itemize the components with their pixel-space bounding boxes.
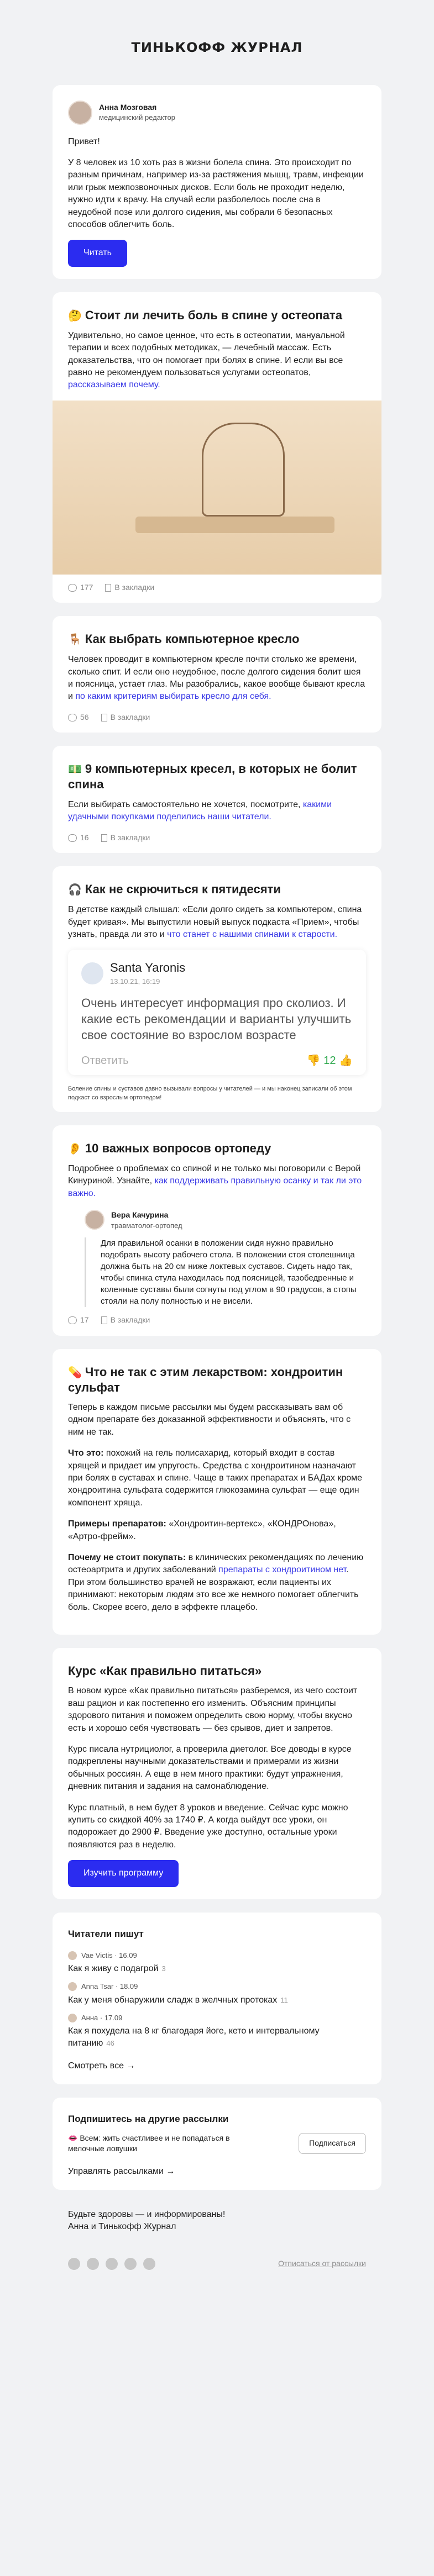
expert-role: травматолог-ортопед bbox=[111, 1221, 182, 1230]
comment-card[interactable] bbox=[68, 950, 366, 1075]
avatar bbox=[68, 101, 92, 125]
slouch-text: В детстве каждый слышал: «Если долго сидеть за компьютером, спина будет кривая». Мы выпустили новый выпуск подкаста «Прием», чтобы узнать, правда ли это и что станет с нашими спинами к старости. bbox=[68, 905, 362, 940]
subscribe-button[interactable]: Подписаться bbox=[299, 2133, 366, 2154]
bookmark-button[interactable]: В закладки bbox=[101, 833, 150, 844]
youtube-icon[interactable] bbox=[143, 2258, 155, 2270]
avatar bbox=[68, 1951, 77, 1960]
telegram-icon[interactable] bbox=[68, 2258, 80, 2270]
newsletter-item: 👄 Всем: жить счастливее и не попадаться в мелочные ловушки bbox=[68, 2133, 230, 2153]
comment-date: 13.10.21, 16:19 bbox=[110, 977, 160, 986]
manage-link[interactable]: Управлять рассылками → bbox=[68, 2166, 175, 2176]
drug-title[interactable]: 💊 Что не так с этим лекарством: хондроитин сульфат bbox=[68, 1365, 343, 1394]
chair-title[interactable]: 🪑 Как выбрать компьютерное кресло bbox=[68, 632, 300, 646]
drug-link[interactable]: препараты с хондроитином нет bbox=[218, 1565, 347, 1575]
author-role: медицинский редактор bbox=[99, 113, 176, 122]
readers-title: Читатели пишут bbox=[68, 1928, 144, 1939]
expert-name: Вера Качурина bbox=[111, 1210, 169, 1220]
course-p1: В новом курсе «Как правильно питаться» разберемся, из чего состоит ваш рацион и как постепенно его изменить. Объясним принципы здорового питания и поможем определить свою норму, чтобы вкусно есть и хорошо себя чувствовать — без срывов, диет и запретов. bbox=[68, 1686, 358, 1733]
unsubscribe-link[interactable]: Отписаться от рассылки bbox=[278, 2259, 366, 2268]
chairs9-link[interactable]: какими удачными покупками поделились наши читатели. bbox=[68, 799, 332, 822]
comment-icon bbox=[68, 1316, 77, 1324]
intro-text: У 8 человек из 10 хоть раз в жизни болела спина. Это происходит по разным причинам, например из-за растяжения мышц, травм, инфекции или грыж межпозвоночных дисков. Если боль не проходит неделю, нужно идти к врачу. На случай если разболелось после сна в неудобной позе или долгого сидения, мы собрали 6 безопасных способов облегчить боль. bbox=[68, 157, 364, 229]
commenter-name: Santa Yaronis bbox=[110, 961, 186, 975]
expert-avatar bbox=[85, 1210, 104, 1230]
chairs9-card bbox=[53, 746, 381, 853]
subscribe-card bbox=[53, 2098, 381, 2190]
expert-quote: Для правильной осанки в положении сидя нужно правильно подобрать высоту рабочего стола. В положении стоя столешница должна быть на 20 см ниже локтевых суставов. Сидеть надо так, чтобы спинка стула находилась под поясницей, тазобедренные и коленные суставы были согнуты под углом в 90 градусов, а стопы стояли на полу полностью и не висели. bbox=[85, 1237, 366, 1307]
chair-card bbox=[53, 616, 381, 733]
pill-icon: 💊 bbox=[68, 1366, 82, 1379]
list-item[interactable]: Vae Victis · 16.09 Как я живу с подагрой 3 bbox=[68, 1951, 166, 1973]
intro-card bbox=[53, 85, 381, 279]
course-card bbox=[53, 1648, 381, 1899]
avatar bbox=[68, 1982, 77, 1991]
comment-text: Очень интересует информация про сколиоз. И какие есть рекомендации и варианты улучшить свое состояние во взрослом возрасте bbox=[81, 996, 352, 1042]
chairs9-text: Если выбирать самостоятельно не хочется, посмотрите, какими удачными покупками поделились наши читатели. bbox=[68, 799, 332, 822]
money-icon: 💵 bbox=[68, 763, 82, 776]
osteo-meta bbox=[68, 582, 366, 593]
comments-button[interactable]: 177 bbox=[68, 582, 93, 593]
chairs9-meta bbox=[68, 833, 366, 844]
comment-count: 46 bbox=[106, 2039, 114, 2048]
bookmark-icon bbox=[101, 714, 107, 721]
slouch-card bbox=[53, 866, 381, 1112]
comment-icon bbox=[68, 714, 77, 721]
course-button[interactable]: Изучить программу bbox=[68, 1860, 179, 1887]
bookmark-button[interactable]: В закладки bbox=[101, 1315, 150, 1326]
thinking-icon: 🤔 bbox=[68, 309, 82, 322]
chair-meta bbox=[68, 712, 366, 723]
ortho-meta bbox=[68, 1315, 366, 1326]
slouch-title[interactable]: 🎧 Как не скрючиться к пятидесяти bbox=[68, 882, 281, 897]
osteo-card bbox=[53, 292, 381, 603]
lips-icon: 👄 bbox=[68, 2133, 78, 2142]
comment-icon bbox=[68, 834, 77, 842]
comments-button[interactable]: 16 bbox=[68, 833, 89, 844]
avatar bbox=[68, 2014, 77, 2022]
osteo-text: Удивительно, но самое ценное, что есть в остеопатии, мануальной терапии и всех подобных методиках, — лечебный массаж. Есть доказательства, что он помогает при болях в спине. И если вы все равно не рекомендуем пользоваться услугами остеопатов, рассказываем почему. bbox=[68, 330, 345, 390]
comment-count: 3 bbox=[161, 1964, 166, 1973]
chair-icon: 🪑 bbox=[68, 634, 82, 646]
course-p3: Курс платный, в нем будет 8 уроков и введение. Сейчас курс можно купить со скидкой 40% за 1740 ₽. А когда выйдут все уроки, он подорожает до 2900 ₽. Введение уже доступно, остальные уроки появляются раз в неделю. bbox=[68, 1803, 348, 1850]
comment-icon bbox=[68, 584, 77, 592]
expert bbox=[68, 1210, 366, 1231]
footer bbox=[53, 2258, 381, 2270]
bookmark-button[interactable]: В закладки bbox=[101, 712, 150, 723]
see-all-link[interactable]: Смотреть все → bbox=[68, 2061, 135, 2071]
ear-icon: 👂 bbox=[68, 1143, 82, 1156]
drug-p4: Почему не стоит покупать: в клинических рекомендациях по лечению остеоартрита и других заболеваний препараты с хондроитином нет. При этом большинство врачей не возражают, если пациенты их принимают: некоторым людям это все же немного помогает облегчить боль. Скорее всего, дело в эффекте плацебо. bbox=[68, 1552, 364, 1612]
ortho-text: Подробнее о проблемах со спиной и не только мы поговорили с Верой Кинуриной. Узнайте, как поддерживать правильную осанку и так ли это важно. bbox=[68, 1164, 362, 1198]
read-button[interactable]: Читать bbox=[68, 240, 127, 266]
drug-card bbox=[53, 1349, 381, 1635]
drug-p2: Что это: похожий на гель полисахарид, который входит в состав хрящей и придает им упругость. Средства с хондроитином назначают при болях в суставах и спине. Чаще в таких препаратах и БАДах кроме хондроитина сульфата содержится глюкозамина сульфат — еще один компонент хряща. bbox=[68, 1448, 363, 1508]
bookmark-icon bbox=[101, 1316, 107, 1324]
greeting: Привет! bbox=[68, 136, 100, 146]
comments-button[interactable]: 17 bbox=[68, 1315, 89, 1326]
thumbs-down-icon[interactable]: 👎 bbox=[306, 1055, 321, 1067]
author-name: Анна Мозговая bbox=[99, 102, 157, 112]
bookmark-button[interactable]: В закладки bbox=[105, 582, 154, 593]
course-title[interactable]: Курс «Как правильно питаться» bbox=[68, 1663, 262, 1678]
course-p2: Курс писала нутрициолог, а проверила диетолог. Все доводы в курсе подкреплены научными доказательствами и примерами из жизни обычных россиян. А еще в нем много практики: будут упражнения, дневник питания и задания на самонаблюдение. bbox=[68, 1744, 352, 1792]
reply-button[interactable]: Ответить bbox=[81, 1055, 129, 1067]
osteo-title[interactable]: 🤔 Стоит ли лечить боль в спине у остеопата bbox=[68, 308, 342, 322]
bookmark-icon bbox=[105, 584, 111, 592]
ortho-title[interactable]: 👂 10 важных вопросов ортопеду bbox=[68, 1141, 271, 1156]
osteo-link[interactable]: рассказываем почему. bbox=[68, 380, 160, 390]
author bbox=[68, 101, 366, 125]
facebook-icon[interactable] bbox=[124, 2258, 137, 2270]
bookmark-icon bbox=[101, 834, 107, 842]
signoff: Будьте здоровы — и информированы! Анна и Тинькофф Журнал bbox=[68, 2210, 226, 2232]
osteo-illustration bbox=[53, 401, 381, 575]
ortho-link[interactable]: как поддерживать правильную осанку и так ли это важно. bbox=[68, 1176, 362, 1198]
comment-count: 11 bbox=[280, 1995, 288, 2004]
slouch-link[interactable]: что станет с нашими спинами к старости. bbox=[167, 930, 338, 940]
likes-count: 12 bbox=[323, 1055, 336, 1067]
chair-link[interactable]: по каким критериям выбирать кресло для себя. bbox=[75, 692, 271, 702]
ortho-card bbox=[53, 1125, 381, 1336]
headphones-icon: 🎧 bbox=[68, 884, 82, 897]
slouch-caption: Боление спины и суставов давно вызывали вопросы у читателей — и мы наконец записали об этом подкаст со взрослым ортопедом! bbox=[68, 1086, 352, 1101]
vk-icon[interactable] bbox=[87, 2258, 99, 2270]
commenter-avatar bbox=[81, 962, 103, 984]
twitter-icon[interactable] bbox=[106, 2258, 118, 2270]
subscribe-title: Подпишитесь на другие рассылки bbox=[68, 2114, 229, 2125]
drug-p1: Теперь в каждом письме рассылки мы будем рассказывать вам об одном препарате без доказанной эффективности и объяснять, что с ним не так. bbox=[68, 1403, 351, 1437]
comments-button[interactable]: 56 bbox=[68, 712, 89, 723]
chair-text: Человек проводит в компьютерном кресле почти столько же времени, сколько спит. И если оно неудобное, после долгого сидения болит шея и поясница, устает глаз. Мы разобрались, какое вообще бывают кресла и по каким критериям выбирать кресло для себя. bbox=[68, 655, 365, 702]
list-item[interactable]: Anna Tsar · 18.09 Как у меня обнаружили сладж в желчных протоках 11 bbox=[68, 1982, 288, 2005]
drug-p3: Примеры препаратов: «Хондроитин-вертекс», «КОНДРОнова», «Артро-фрейм». bbox=[68, 1519, 336, 1541]
logo[interactable]: ТИНЬКОФФ ЖУРНАЛ bbox=[131, 40, 303, 55]
list-item[interactable]: Анна · 17.09 Как я похудела на 8 кг благодаря йоге, кето и интервальному питанию 46 bbox=[68, 2013, 320, 2048]
readers-card bbox=[53, 1913, 381, 2085]
thumbs-up-icon[interactable]: 👍 bbox=[339, 1055, 353, 1067]
chairs9-title[interactable]: 💵 9 компьютерных кресел, в которых не болит спина bbox=[68, 762, 357, 792]
